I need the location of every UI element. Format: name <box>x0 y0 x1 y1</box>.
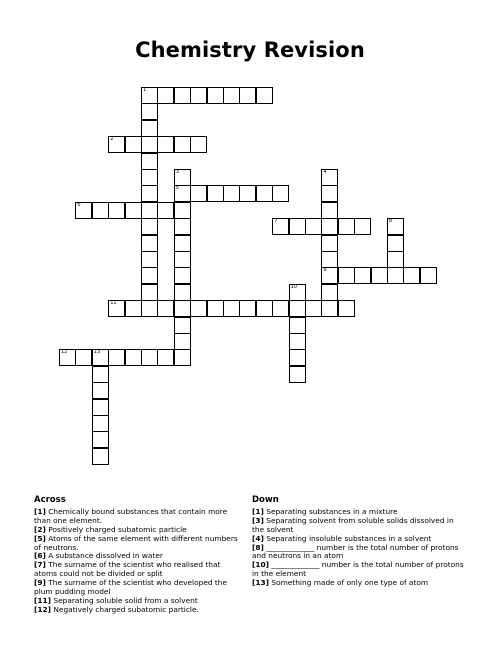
grid-cell[interactable] <box>92 349 109 366</box>
grid-cell[interactable] <box>174 349 191 366</box>
grid-cell[interactable] <box>92 382 109 399</box>
across-clue: [12] Negatively charged subatomic particle. <box>34 604 199 614</box>
clue-number: 2 <box>110 136 114 143</box>
grid-cell[interactable] <box>174 169 191 186</box>
grid-cell[interactable] <box>92 202 109 219</box>
grid-cell[interactable] <box>321 169 338 186</box>
grid-cell[interactable] <box>141 300 158 317</box>
grid-cell[interactable] <box>321 185 338 202</box>
grid-cell[interactable] <box>157 202 174 219</box>
grid-cell[interactable] <box>174 317 191 334</box>
grid-cell[interactable] <box>190 136 207 153</box>
grid-cell[interactable] <box>141 267 158 284</box>
grid-cell[interactable] <box>289 333 306 350</box>
grid-cell[interactable] <box>207 300 224 317</box>
across-heading: Across <box>34 495 66 505</box>
down-heading: Down <box>252 495 279 505</box>
grid-cell[interactable] <box>190 185 207 202</box>
clue-number: 3 <box>175 169 179 175</box>
grid-cell[interactable] <box>420 267 437 284</box>
grid-cell[interactable] <box>141 87 158 104</box>
grid-cell[interactable] <box>125 136 142 153</box>
grid-cell[interactable] <box>321 300 338 317</box>
clue-number: 7 <box>274 218 278 225</box>
clue-number: 1 <box>143 87 147 93</box>
grid-cell[interactable] <box>174 333 191 350</box>
grid-cell[interactable] <box>174 87 191 104</box>
grid-cell[interactable] <box>174 300 191 317</box>
grid-cell[interactable] <box>403 267 420 284</box>
grid-cell[interactable] <box>174 284 191 301</box>
grid-cell[interactable] <box>371 267 388 284</box>
grid-cell[interactable] <box>157 136 174 153</box>
across-clues <box>34 496 240 615</box>
across-clue: [7] The surname of the scientist who realised that atoms could not be divided or split <box>34 560 221 579</box>
grid-cell[interactable] <box>174 136 191 153</box>
grid-cell[interactable] <box>75 349 92 366</box>
grid-cell[interactable] <box>354 218 371 235</box>
grid-cell[interactable] <box>387 267 404 284</box>
grid-cell[interactable] <box>321 218 338 235</box>
grid-cell[interactable] <box>157 349 174 366</box>
grid-cell[interactable] <box>92 431 109 448</box>
grid-cell[interactable] <box>387 235 404 252</box>
grid-cell[interactable] <box>141 202 158 219</box>
down-clue: [10] _____________ number is the total number of protons in the element <box>252 560 464 579</box>
grid-cell[interactable] <box>207 185 224 202</box>
down-clues <box>252 496 466 588</box>
grid-cell[interactable] <box>223 185 240 202</box>
grid-cell[interactable] <box>141 169 158 186</box>
grid-cell[interactable] <box>190 87 207 104</box>
grid-cell[interactable] <box>239 185 256 202</box>
down-clue: [13] Something made of only one type of atom <box>252 578 429 588</box>
grid-cell[interactable] <box>108 300 125 317</box>
clue-number: 12 <box>61 349 68 356</box>
grid-cell[interactable] <box>190 300 207 317</box>
grid-cell[interactable] <box>272 185 289 202</box>
grid-cell[interactable] <box>289 218 306 235</box>
grid-cell[interactable] <box>108 136 125 153</box>
grid-cell[interactable] <box>108 202 125 219</box>
grid-cell[interactable] <box>92 366 109 383</box>
grid-cell[interactable] <box>174 218 191 235</box>
clue-number: 8 <box>389 218 393 225</box>
grid-cell[interactable] <box>174 267 191 284</box>
grid-cell[interactable] <box>125 202 142 219</box>
down-clue: [1] Separating substances in a mixture <box>252 506 398 516</box>
grid-cell[interactable] <box>141 349 158 366</box>
grid-cell[interactable] <box>141 284 158 301</box>
clue-number: 4 <box>323 169 327 175</box>
grid-cell[interactable] <box>174 251 191 268</box>
grid-cell[interactable] <box>141 153 158 170</box>
grid-cell[interactable] <box>256 300 273 317</box>
grid-cell[interactable] <box>321 267 338 284</box>
grid-cell[interactable] <box>321 235 338 252</box>
page-title: Chemistry Revision <box>135 38 365 62</box>
grid-cell[interactable] <box>338 218 355 235</box>
grid-cell[interactable] <box>289 284 306 301</box>
grid-cell[interactable] <box>141 185 158 202</box>
grid-cell[interactable] <box>92 399 109 416</box>
grid-cell[interactable] <box>256 185 273 202</box>
across-clue: [2] Positively charged subatomic particle <box>34 524 187 534</box>
grid-cell[interactable] <box>354 267 371 284</box>
clue-number: 11 <box>110 300 117 307</box>
across-clue: [9] The surname of the scientist who developed the plum pudding model <box>34 578 228 597</box>
clue-number: 5 <box>175 185 179 192</box>
grid-cell[interactable] <box>338 267 355 284</box>
grid-cell[interactable] <box>387 218 404 235</box>
grid-cell[interactable] <box>289 300 306 317</box>
across-clue: [5] Atoms of the same element with different numbers of neutrons. <box>34 533 238 552</box>
grid-cell[interactable] <box>141 251 158 268</box>
grid-cell[interactable] <box>141 120 158 137</box>
grid-cell[interactable] <box>321 284 338 301</box>
down-clue: [3] Separating solvent from soluble solids dissolved in the solvent <box>252 515 454 534</box>
grid-cell[interactable] <box>272 300 289 317</box>
grid-cell[interactable] <box>289 349 306 366</box>
down-clue: [8] _____________ number is the total number of protons and neutrons in an atom <box>252 542 459 561</box>
grid-cell[interactable] <box>239 300 256 317</box>
grid-cell[interactable] <box>207 87 224 104</box>
grid-cell[interactable] <box>387 251 404 268</box>
grid-cell[interactable] <box>305 300 322 317</box>
grid-cell[interactable] <box>305 218 322 235</box>
grid-cell[interactable] <box>223 87 240 104</box>
clue-number: 9 <box>323 267 327 274</box>
grid-cell[interactable] <box>75 202 92 219</box>
grid-cell[interactable] <box>256 87 273 104</box>
grid-cell[interactable] <box>125 349 142 366</box>
grid-cell[interactable] <box>289 317 306 334</box>
across-clue: [1] Chemically bound substances that contain more than one element. <box>34 506 228 525</box>
grid-cell[interactable] <box>223 300 240 317</box>
grid-cell[interactable] <box>92 415 109 432</box>
grid-cell[interactable] <box>108 349 125 366</box>
grid-cell[interactable] <box>174 185 191 202</box>
grid-cell[interactable] <box>59 349 76 366</box>
grid-cell[interactable] <box>239 87 256 104</box>
grid-cell[interactable] <box>321 251 338 268</box>
grid-cell[interactable] <box>125 300 142 317</box>
grid-cell[interactable] <box>272 218 289 235</box>
grid-cell[interactable] <box>141 218 158 235</box>
grid-cell[interactable] <box>338 300 355 317</box>
grid-cell[interactable] <box>141 235 158 252</box>
grid-cell[interactable] <box>141 103 158 120</box>
grid-cell[interactable] <box>141 136 158 153</box>
grid-cell[interactable] <box>157 300 174 317</box>
grid-cell[interactable] <box>289 366 306 383</box>
grid-cell[interactable] <box>174 235 191 252</box>
grid-cell[interactable] <box>157 87 174 104</box>
grid-cell[interactable] <box>174 202 191 219</box>
clue-number: 13 <box>93 349 101 356</box>
across-clue: [6] A substance dissolved in water <box>34 551 163 561</box>
clue-number: 6 <box>77 201 81 208</box>
grid-cell[interactable] <box>321 202 338 219</box>
grid-cell[interactable] <box>92 448 109 465</box>
down-clue: [4] Separating insoluble substances in a solvent <box>252 533 432 543</box>
clue-number: 10 <box>290 283 297 290</box>
across-clue: [11] Separating soluble solid from a solvent <box>34 595 198 605</box>
